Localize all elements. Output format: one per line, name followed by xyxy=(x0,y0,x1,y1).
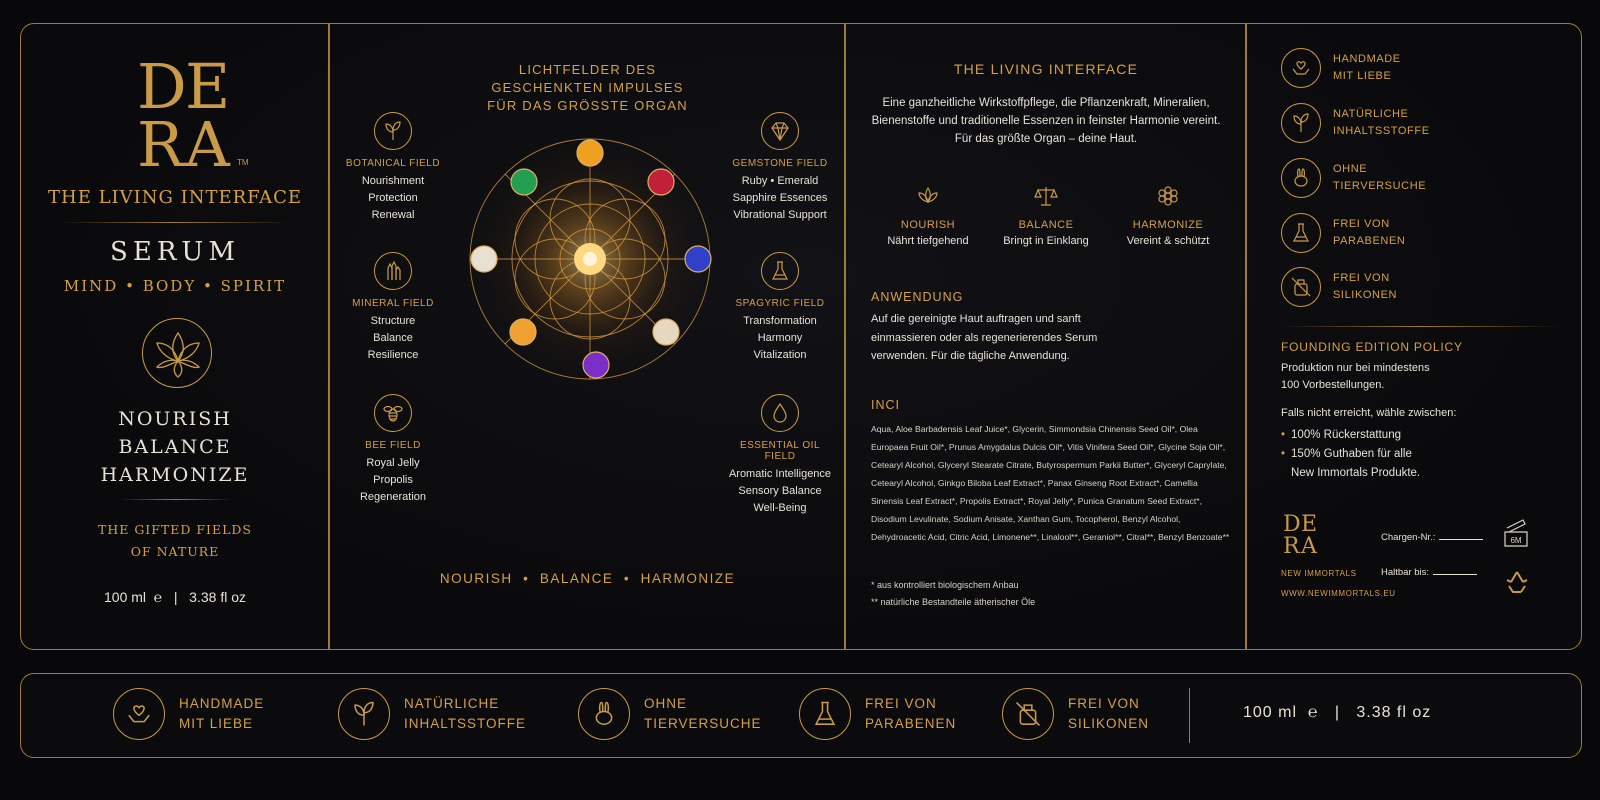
footnotes xyxy=(871,577,1035,611)
badge-text: FREI VON PARABENEN xyxy=(1333,218,1406,247)
bottom-badge-cruelty-free xyxy=(578,688,762,740)
field-title: BOTANICAL FIELD xyxy=(345,158,441,169)
bottom-badge-silicone-free xyxy=(1002,688,1149,740)
scales-icon xyxy=(1034,184,1058,208)
volume: 100 ml ℮ | 3.38 fl oz xyxy=(104,589,246,605)
inci-list: Aqua, Aloe Barbadensis Leaf Juice*, Glycerin, Simmondsia Chinensis Seed Oil*, Olea Europaea Fruit Oil*, Prunus Amygdalus Dulcis Oil*, Vitis Vinifera Seed Oil*, Glycine Soja Oil*, Cetearyl Alcohol, Glyceryl Stearate Citrate, Butyrospermum Parkii Butter*, Glyceryl Caprylate, Cetearyl Alcohol, Ginkgo Biloba Leaf Extract*, Panax Ginseng Root Extract*, Camellia Sinensis Leaf Extract*, Propolis Extract*, Royal Jelly*, Punica Granatum Seed Extract*, Disodium Levulinate, Sodium Anisate, Xanthan Gum, Tocopherol, Benzyl Alcohol, Dehydroacetic Acid, Citric Acid, Limonene**, Linalool**, Geraniol**, Citral**, Benzyl Benzoate** xyxy=(871,424,1230,542)
badge-natural xyxy=(1281,103,1430,143)
bottom-badge-handmade xyxy=(113,688,264,740)
field-line: Vibrational Support xyxy=(733,209,827,221)
benefit-balance xyxy=(986,184,1106,247)
leaf-icon xyxy=(338,688,390,740)
flask-icon xyxy=(799,688,851,740)
badge-cruelty-free xyxy=(1281,158,1426,198)
drop-icon xyxy=(761,394,799,432)
botanical-field xyxy=(338,112,448,224)
benefits-list xyxy=(21,405,329,489)
field-line: Propolis xyxy=(373,474,413,486)
volume: 100 ml ℮ | 3.38 fl oz xyxy=(1243,704,1432,721)
label-panel xyxy=(20,23,1582,650)
field-line: Balance xyxy=(373,332,413,344)
bee-field xyxy=(338,394,448,506)
policy-heading: FOUNDING EDITION POLICY xyxy=(1281,340,1463,354)
field-line: Aromatic Intelligence xyxy=(728,468,832,480)
field-line: Structure xyxy=(370,315,416,327)
benefit-nourish xyxy=(868,184,988,247)
field-line: Sapphire Essences xyxy=(732,192,828,204)
field-line: Transformation xyxy=(743,315,817,327)
field-line: Ruby • Emerald xyxy=(741,175,819,187)
batch-number: Chargen-Nr.: xyxy=(1381,532,1483,543)
badge-text: OHNE TIERVERSUCHE xyxy=(644,696,762,731)
heart-hands-icon xyxy=(113,688,165,740)
benefit-label: NOURISH xyxy=(118,408,232,430)
field-title: GEMSTONE FIELD xyxy=(732,158,828,169)
fields-footer: NOURISH • BALANCE • HARMONIZE xyxy=(439,571,736,586)
lotus-icon xyxy=(142,318,212,388)
flask-icon xyxy=(761,252,799,290)
policy-option: • 100% Rückerstattung xyxy=(1281,429,1401,441)
usage-heading: ANWENDUNG xyxy=(871,290,964,304)
gifted-line: THE GIFTED FIELDS xyxy=(97,522,252,537)
divider xyxy=(1281,326,1561,327)
fields-column xyxy=(330,24,845,649)
no-silicone-icon xyxy=(1281,267,1321,307)
badge-handmade xyxy=(1281,48,1401,88)
product-name: SERUM xyxy=(110,237,240,267)
bee-icon xyxy=(374,394,412,432)
field-line: Regeneration xyxy=(359,491,427,503)
field-line: Royal Jelly xyxy=(366,457,420,469)
gifted-fields xyxy=(21,519,329,563)
rabbit-icon xyxy=(1281,158,1321,198)
badge-text: NATÜRLICHE INHALTSSTOFFE xyxy=(1333,108,1430,137)
field-line: Protection xyxy=(368,192,418,204)
heart-hands-icon xyxy=(1281,48,1321,88)
inci-heading: INCI xyxy=(871,398,900,412)
no-silicone-icon xyxy=(1002,688,1054,740)
logo-letter: A xyxy=(185,108,230,181)
badge-silicone-free xyxy=(1281,267,1397,307)
badge-text: OHNE TIERVERSUCHE xyxy=(1333,163,1427,192)
field-title: MINERAL FIELD xyxy=(352,298,434,309)
bottom-badge-paraben-free xyxy=(799,688,956,740)
field-title: BEE FIELD xyxy=(365,440,421,451)
info-column xyxy=(846,24,1246,649)
logo-letter: E xyxy=(185,50,231,123)
leaf-icon xyxy=(1281,103,1321,143)
product-line-title: THE LIVING INTERFACE xyxy=(48,187,302,208)
info-heading: THE LIVING INTERFACE xyxy=(953,61,1139,77)
divider xyxy=(121,499,231,500)
mineral-field xyxy=(338,252,448,364)
heading-line: GESCHENKTEN IMPULSES xyxy=(491,80,684,95)
divider xyxy=(1189,688,1190,743)
bottom-bar xyxy=(20,673,1582,758)
benefit-sub: Nährt tiefgehend xyxy=(887,235,969,247)
flower-icon xyxy=(1156,184,1180,208)
pao-jar-icon xyxy=(1501,518,1531,550)
benefit-sub: Bringt in Einklang xyxy=(1003,235,1089,247)
heading-line: FÜR DAS GRÖSSTE ORGAN xyxy=(487,98,688,113)
badge-text: HANDMADE MIT LIEBE xyxy=(179,696,265,731)
field-line: Nourishment xyxy=(361,175,425,187)
best-before: Haltbar bis: xyxy=(1381,567,1477,578)
benefit-title: HARMONIZE xyxy=(1132,219,1204,231)
badge-text: NATÜRLICHE INHALTSSTOFFE xyxy=(404,696,527,731)
spagyric-field xyxy=(725,252,835,364)
field-line: Vitalization xyxy=(753,349,807,361)
field-title: ESSENTIAL OIL FIELD xyxy=(739,440,821,462)
gifted-line: OF NATURE xyxy=(130,544,220,559)
brand-column xyxy=(21,24,329,649)
policy-line: Produktion nur bei mindestens xyxy=(1281,362,1430,374)
company-name: NEW IMMORTALS xyxy=(1281,569,1357,578)
website-link[interactable]: WWW.NEWIMMORTALS.EU xyxy=(1281,589,1396,598)
leaf-icon xyxy=(374,112,412,150)
benefit-label: HARMONIZE xyxy=(100,464,250,486)
crystal-icon xyxy=(374,252,412,290)
heading-line: LICHTFELDER DES xyxy=(518,62,657,77)
usage-text: Auf die gereinigte Haut auftragen und sanft einmassieren oder als regenerierendes Serum verwenden. Für die tägliche Anwendung. xyxy=(871,313,1098,362)
footnote: * aus kontrolliert biologischem Anbau xyxy=(871,580,1019,590)
badge-text: FREI VON SILIKONEN xyxy=(1068,696,1150,731)
benefit-sub: Vereint & schützt xyxy=(1126,235,1210,247)
policy-options xyxy=(1281,426,1420,483)
rabbit-icon xyxy=(578,688,630,740)
essential-oil-field xyxy=(725,394,835,517)
benefit-label: BALANCE xyxy=(118,436,232,458)
gemstone-field xyxy=(725,112,835,224)
policy-option: • 150% Guthaben für alle xyxy=(1281,448,1412,460)
fields-heading xyxy=(330,61,845,115)
benefit-harmonize xyxy=(1108,184,1228,247)
dera-mini-logo: D E R A xyxy=(1283,512,1318,559)
badge-text: HANDMADE MIT LIEBE xyxy=(1333,53,1401,82)
field-title: SPAGYRIC FIELD xyxy=(735,298,825,309)
recycle-icon xyxy=(1503,568,1531,596)
tagline: MIND • BODY • SPIRIT xyxy=(63,277,287,295)
intro-text: Eine ganzheitliche Wirkstoffpflege, die Pflanzenkraft, Mineralien, Bienenstoffe und traditionelle Essenzen in feinster Harmonie vereint. Für das größte Organ – deine Haut. xyxy=(871,97,1221,145)
bottom-badge-natural xyxy=(338,688,526,740)
field-line: Renewal xyxy=(371,209,415,221)
diamond-icon xyxy=(761,112,799,150)
trademark: TM xyxy=(237,158,249,167)
policy-line: Falls nicht erreicht, wähle zwischen: xyxy=(1281,407,1457,419)
policy-option: New Immortals Produkte. xyxy=(1291,467,1421,479)
policy-line: 100 Vorbestellungen. xyxy=(1281,379,1385,391)
field-line: Harmony xyxy=(757,332,803,344)
divider xyxy=(61,222,289,223)
badges-column xyxy=(1247,24,1583,649)
lotus-icon xyxy=(916,184,940,208)
dera-logo xyxy=(131,50,251,196)
field-line: Sensory Balance xyxy=(738,485,822,497)
field-line: Well-Being xyxy=(753,502,807,514)
footnote: ** natürliche Bestandteile ätherischer Öle xyxy=(871,597,1036,607)
badge-text: FREI VON PARABENEN xyxy=(865,696,957,731)
benefit-title: NOURISH xyxy=(900,219,956,231)
badge-paraben-free xyxy=(1281,213,1405,253)
benefit-title: BALANCE xyxy=(1018,219,1074,231)
light-fields-mandala xyxy=(450,119,730,399)
svg-text:6M: 6M xyxy=(1510,536,1522,545)
badge-text: FREI VON SILIKONEN xyxy=(1333,272,1398,301)
field-line: Resilience xyxy=(367,349,419,361)
logo-letter: R xyxy=(137,108,184,181)
logo-letter: D xyxy=(137,50,187,123)
flask-icon xyxy=(1281,213,1321,253)
